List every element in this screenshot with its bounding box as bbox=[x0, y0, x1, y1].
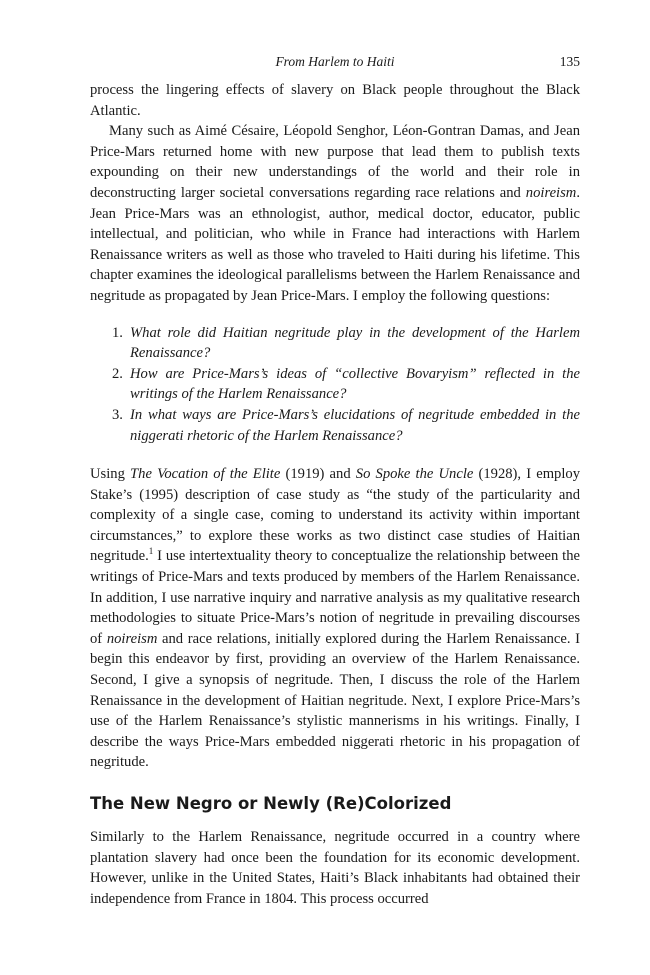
body-text bbox=[90, 80, 580, 909]
book-title-so-spoke-the-uncle: So Spoke the Uncle bbox=[355, 466, 474, 483]
paragraph-3-text-f: I use intertextuality theory to conceptualize the relationship between the writings of Price-Mars and texts produced by members of the Harlem Renaissance. In addition, I use narrative inquiry and narrative analysis as my qualitative research methodologies to situate Price-Mars’s notion of negritude in prevailing discourses of bbox=[90, 548, 580, 647]
question-item bbox=[90, 405, 580, 446]
paragraph-2 bbox=[90, 121, 580, 306]
paragraph-3-text-e: (1928), I employ Stake’s (1995) description of case study as “the study of the particularity and complexity of a single case, coming to understand its activity within important circumstances,” to explore these works as two distinct case studies of Haitian negritude. bbox=[90, 466, 581, 565]
paragraph-4: Similarly to the Harlem Renaissance, negritude occurred in a country where plantation slavery had once been the foundation for its economic development. However, unlike in the United States, Haiti’s Black inhabitants had obtained their independence from France in 1804. This process occurred bbox=[90, 829, 580, 907]
paragraph-2-text-a: Many such as Aimé Césaire, Léopold Senghor, Léon-Gontran Damas, and Jean Price-Mars returned home with new purpose that lead them to publish texts expounding on their new understandings of the world and their role in deconstructing larger societal conversations regarding race relations and bbox=[90, 123, 580, 201]
question-text: In what ways are Price-Mars’s elucidations of negritude embedded in the niggerati rhetoric of the Harlem Renaissance? bbox=[130, 406, 580, 444]
question-number: 1. bbox=[112, 324, 123, 341]
paragraph-3-term-noireism: noireism bbox=[106, 630, 158, 647]
book-title-vocation-of-the-elite: The Vocation of the Elite bbox=[130, 466, 281, 483]
page-number: 135 bbox=[559, 54, 580, 69]
paragraph-3-text-a: Using bbox=[90, 466, 131, 483]
question-item bbox=[90, 364, 580, 405]
research-questions-list bbox=[90, 323, 580, 447]
running-title: From Harlem to Haiti bbox=[275, 54, 395, 69]
paragraph-3-text-c: (1919) and bbox=[280, 466, 356, 483]
paragraph-2-text-c: . Jean Price-Mars was an ethnologist, author, medical doctor, educator, public intellectual, and politician, who while in France had interactions with Harlem Renaissance writers as well as those who traveled to Haiti during his lifetime. This chapter examines the ideological parallelisms between the Harlem Renaissance and negritude as propagated by Jean Price-Mars. I employ the following questions: bbox=[90, 184, 580, 304]
question-item bbox=[90, 323, 580, 364]
question-number: 3. bbox=[112, 406, 123, 423]
paragraph-2-term-noireism: noireism bbox=[525, 184, 577, 201]
section-heading: The New Negro or Newly (Re)Colorized bbox=[90, 794, 452, 813]
paragraph-1: process the lingering effects of slavery on Black people throughout the Black Atlantic. bbox=[90, 82, 580, 119]
paragraph-3-text-h: and race relations, initially explored during the Harlem Renaissance. I begin this endeavor by first, providing an overview of the Harlem Renaissance. Second, I give a synopsis of negritude. Then, I discuss the role of the Harlem Renaissance in the development of Haitian negritude. Next, I explore Price-Mars’s use of the Harlem Renaissance’s stylistic mannerisms in his writings. Finally, I describe the ways Price-Mars embedded niggerati rhetoric in his propagation of negritude. bbox=[90, 630, 581, 771]
footnote-marker: 1 bbox=[148, 546, 154, 557]
question-number: 2. bbox=[112, 365, 123, 382]
question-text: What role did Haitian negritude play in the development of the Harlem Renaissance? bbox=[130, 324, 580, 362]
paragraph-3 bbox=[90, 464, 580, 773]
question-text: How are Price-Mars’s ideas of “collective Bovaryism” reflected in the writings of the Harlem Renaissance? bbox=[130, 365, 580, 403]
